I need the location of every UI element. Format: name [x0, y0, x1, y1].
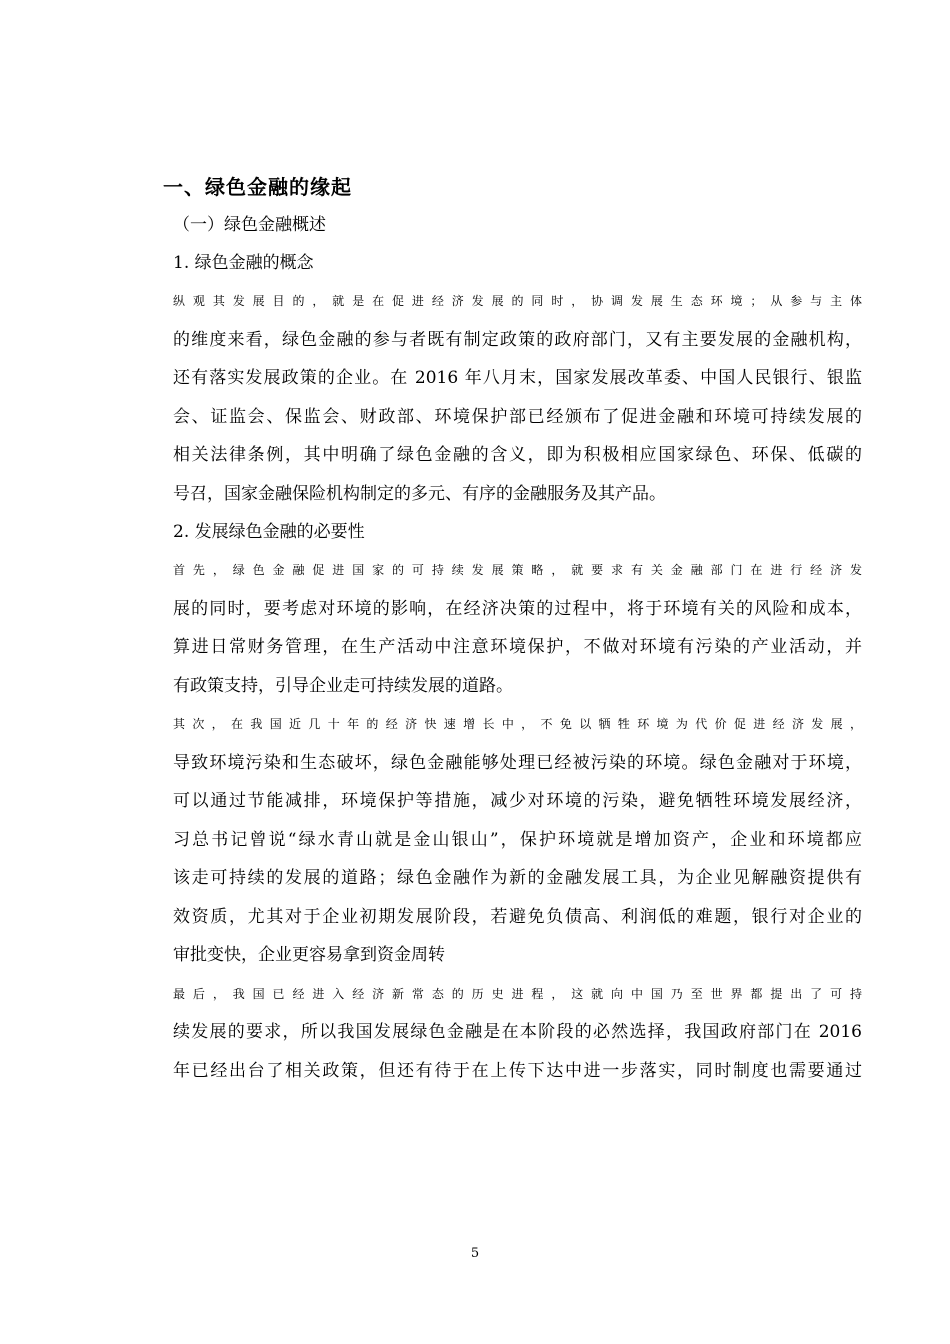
- text-line: 年已经出台了相关政策，但还有待于在上传下达中进一步落实，同时制度也需要通过: [173, 1060, 862, 1081]
- text-line: 还有落实发展政策的企业。在 2016 年八月末，国家发展改革委、中国人民银行、银监: [173, 368, 862, 388]
- paragraph-last: [137, 975, 862, 1091]
- text-line: 续发展的要求，所以我国发展绿色金融是在本阶段的必然选择，我国政府部门在 2016: [173, 1022, 862, 1042]
- text-line: 习总书记曾说“绿水青山就是金山银山”，保护环境就是增加资产，企业和环境都应: [173, 829, 862, 850]
- text-line: 审批变快，企业更容易拿到资金周转: [173, 945, 445, 965]
- page-content: [137, 168, 862, 1090]
- text-line: 有政策支持，引导企业走可持续发展的道路。: [173, 675, 513, 696]
- text-line: 相关法律条例，其中明确了绿色金融的含义，即为积极相应国家绿色、环保、低碳的: [173, 445, 862, 465]
- paragraph-first: [137, 551, 862, 705]
- text-line: 最后，我国已经进入经济新常态的历史进程，这就向中国乃至世界都提出了可持: [173, 986, 862, 1001]
- text-line: 首先，绿色金融促进国家的可持续发展策略，就要求有关金融部门在进行经济发: [173, 563, 862, 577]
- text-line: 算进日常财务管理，在生产活动中注意环境保护，不做对环境有污染的产业活动，并: [173, 637, 862, 657]
- page-number: 5: [470, 1246, 480, 1261]
- section-title: 一、绿色金融的缘起: [163, 175, 352, 199]
- paragraph-second: [137, 705, 862, 975]
- item-title-1: 1. 绿色金融的概念: [173, 253, 314, 273]
- text-line: 可以通过节能减排，环境保护等措施，减少对环境的污染，避免牺牲环境发展经济，: [173, 791, 862, 811]
- text-line: 的维度来看，绿色金融的参与者既有制定政策的政府部门，又有主要发展的金融机构，: [173, 329, 862, 350]
- text-line: 导致环境污染和生态破坏，绿色金融能够处理已经被污染的环境。绿色金融对于环境，: [173, 752, 862, 773]
- item-title-2: 2. 发展绿色金融的必要性: [173, 522, 365, 542]
- text-line: 号召，国家金融保险机构制定的多元、有序的金融服务及其产品。: [173, 483, 666, 504]
- text-line: 会、证监会、保监会、财政部、环境保护部已经颁布了促进金融和环境可持续发展的: [173, 406, 862, 427]
- text-line: 其次，在我国近几十年的经济快速增长中，不免以牺牲环境为代价促进经济发展，: [173, 717, 862, 731]
- subsection-title: （一）绿色金融概述: [173, 215, 326, 235]
- text-line: 该走可持续的发展的道路；绿色金融作为新的金融发展工具，为企业见解融资提供有: [173, 868, 862, 888]
- text-line: 纵观其发展目的，就是在促进经济发展的同时，协调发展生态环境；从参与主体: [173, 294, 862, 308]
- text-line: 效资质，尤其对于企业初期发展阶段，若避免负债高、利润低的难题，银行对企业的: [173, 906, 862, 927]
- text-line: 展的同时，要考虑对环境的影响，在经济决策的过程中，将于环境有关的风险和成本，: [173, 598, 862, 619]
- paragraph-concept: [137, 282, 862, 513]
